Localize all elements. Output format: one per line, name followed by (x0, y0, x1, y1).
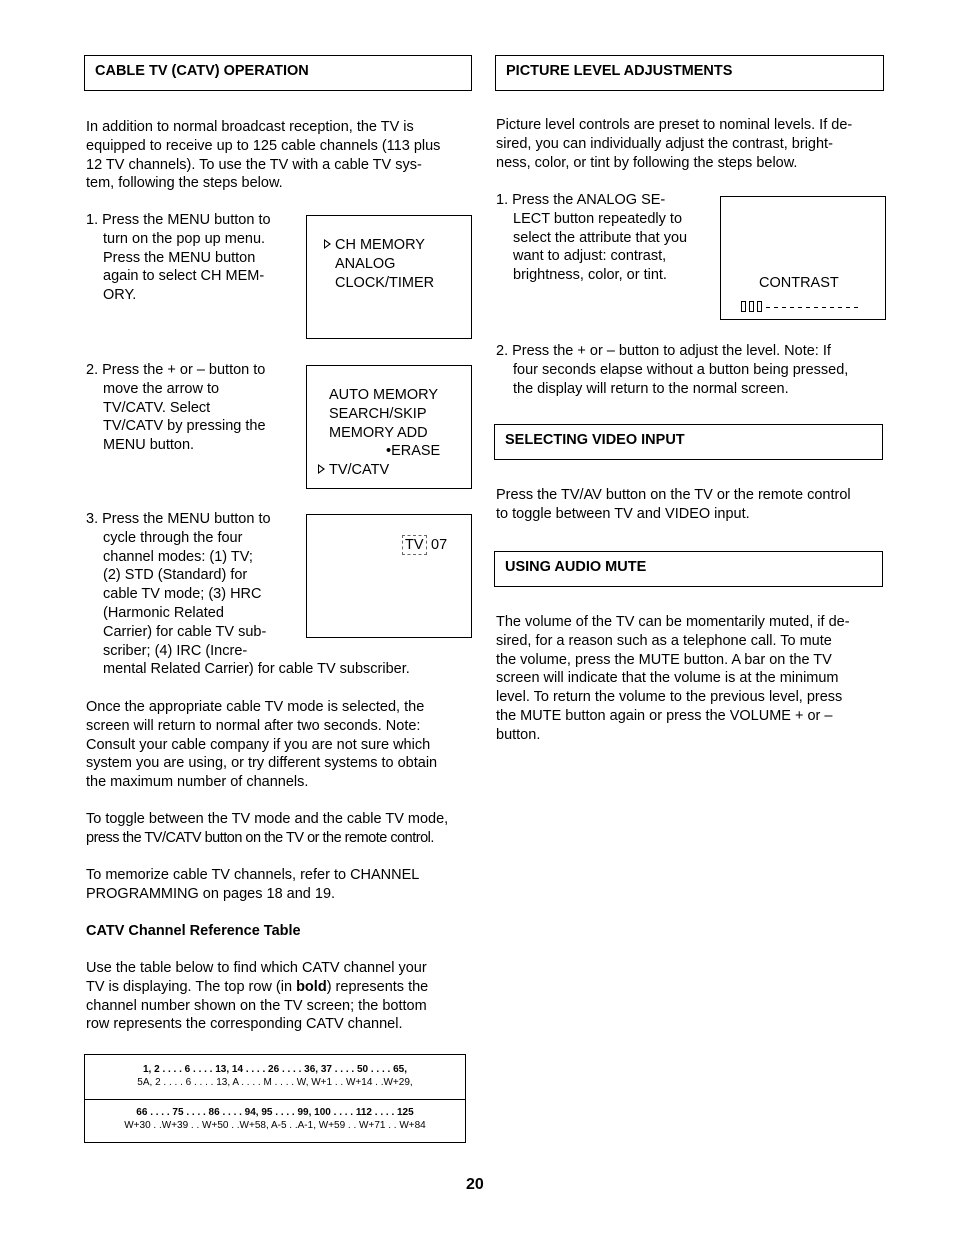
menu-item-memory-add: MEMORY ADD (329, 425, 428, 441)
catv-reference-table (84, 1054, 466, 1143)
table-top-row: 66 . . . . 75 . . . . 86 . . . . 94, 95 . . . . 99, 100 . . . . 112 . . . . 125 (136, 1107, 414, 1118)
menu-screen-2 (306, 365, 472, 489)
contrast-segment-empty (846, 307, 850, 308)
menu-item-tv-catv: TV/CATV (318, 461, 389, 480)
contrast-level-bar (741, 301, 869, 313)
video-input-text: Press the TV/AV button on the TV or the remote control to toggle between TV and VIDEO input. (496, 487, 851, 522)
selection-arrow-icon (318, 464, 325, 474)
cable-intro: In addition to normal broadcast reception, the TV is equipped to receive up to 125 cable channels (113 plus 12 TV channels). To use the TV with a cable TV sys- tem, following the steps below. (86, 119, 441, 192)
contrast-segment-empty (854, 307, 858, 308)
contrast-segment-filled (749, 301, 754, 312)
video-input-header: SELECTING VIDEO INPUT (494, 424, 883, 460)
table-divider (85, 1099, 465, 1100)
table-row (85, 1063, 465, 1089)
contrast-segment-empty (790, 307, 794, 308)
menu-screen-1 (306, 215, 472, 339)
cable-mode-paragraph: Once the appropriate cable TV mode is selected, the screen will return to normal after two seconds. Note: Consult your cable company if you are not sure which system you are using, or try different systems to obtain the maximum number of channels. (86, 699, 438, 791)
table-heading: CATV Channel Reference Table (86, 923, 301, 939)
contrast-segment-empty (806, 307, 810, 308)
contrast-segment-empty (766, 307, 770, 308)
contrast-segment-empty (838, 307, 842, 308)
picture-intro: Picture level controls are preset to nominal levels. If de- sired, you can individually adjust the contrast, bright- ness, color, or tint by following the steps below. (496, 117, 853, 171)
menu-item-ch-memory: CH MEMORY (324, 236, 425, 255)
tv-mode-label: TV (402, 535, 427, 555)
channel-mode-screen (306, 514, 472, 638)
contrast-label: CONTRAST (759, 275, 839, 291)
audio-mute-text: The volume of the TV can be momentarily muted, if de- sired, for a reason such as a telephone call. To mute the volume, press the MUTE button. A bar on the TV screen will indicate that the volume is at the minimum level. To return the volume to the previous level, press the MUTE button again or press the VOLUME + or – button. (496, 614, 850, 743)
contrast-screen (720, 196, 886, 320)
contrast-segment-empty (830, 307, 834, 308)
picture-level-header: PICTURE LEVEL ADJUSTMENTS (495, 55, 884, 91)
contrast-segment-empty (798, 307, 802, 308)
step-3-text: 3. Press the MENU button to cycle through the four channel modes: (1) TV; (2) STD (Standard) for cable TV mode; (3) HRC (Harmonic Related Carrier) for cable TV sub- scriber; (4) IRC (Incre- mental Related Carrier) for cable TV subscriber. (86, 511, 410, 678)
step-1-text: 1. Press the MENU button to turn on the pop up menu. Press the MENU button again to select CH MEM- ORY. (86, 212, 271, 304)
menu-item-erase: •ERASE (386, 443, 441, 459)
contrast-segment-empty (822, 307, 826, 308)
picture-step-1: 1. Press the ANALOG SE- LECT button repeatedly to select the attribute that you want to adjust: contrast, brightness, color, or tint. (496, 192, 688, 284)
contrast-segment-empty (782, 307, 786, 308)
contrast-segment-filled (741, 301, 746, 312)
table-bottom-row: 5A, 2 . . . . 6 . . . . 13, A . . . . M . . . . W, W+1 . . W+14 . .W+29, (137, 1077, 413, 1088)
step-2-text: 2. Press the + or – button to move the arrow to TV/CATV. Select TV/CATV by pressing the MENU button. (86, 362, 266, 454)
contrast-segment-empty (774, 307, 778, 308)
bold-word: bold (296, 978, 327, 995)
table-top-row: 1, 2 . . . . 6 . . . . 13, 14 . . . . 26 . . . . 36, 37 . . . . 50 . . . . 65, (142, 1064, 408, 1075)
audio-mute-header: USING AUDIO MUTE (494, 551, 883, 587)
tv-channel-number: 07 (431, 537, 448, 553)
menu-item-auto-memory: AUTO MEMORY (329, 387, 439, 403)
menu-item-analog: ANALOG (335, 256, 396, 272)
table-intro: Use the table below to find which CATV channel your TV is displaying. The top row (in bold) represents the channel number shown on the TV screen; the bottom row represents the corresponding CATV channel. (86, 960, 429, 1033)
memorize-paragraph: To memorize cable TV channels, refer to CHANNEL PROGRAMMING on pages 18 and 19. (86, 867, 420, 902)
picture-step-2: 2. Press the + or – button to adjust the level. Note: If four seconds elapse without a button being pressed, the display will return to the normal screen. (496, 343, 849, 397)
page-number: 20 (466, 1176, 484, 1193)
contrast-segment-filled (757, 301, 762, 312)
table-row (85, 1106, 465, 1132)
table-bottom-row: W+30 . .W+39 . . W+50 . .W+58, A-5 . .A-1, W+59 . . W+71 . . W+84 (124, 1120, 426, 1131)
cable-tv-header: CABLE TV (CATV) OPERATION (84, 55, 472, 91)
toggle-paragraph: To toggle between the TV mode and the cable TV mode, press the TV/CATV button on the TV or the remote control. (86, 811, 449, 846)
menu-item-clock-timer: CLOCK/TIMER (335, 275, 435, 291)
selection-arrow-icon (324, 239, 331, 249)
contrast-segment-empty (814, 307, 818, 308)
menu-item-search-skip: SEARCH/SKIP (329, 406, 427, 422)
